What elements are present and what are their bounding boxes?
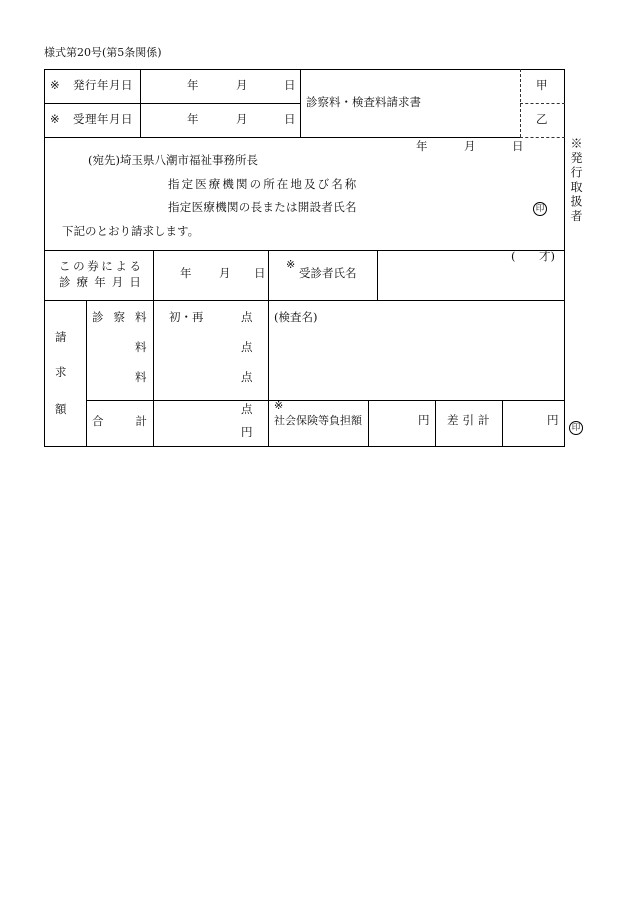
column-divider [377,250,378,300]
row-divider [44,250,565,251]
balance-label: 差引計 [447,413,494,427]
copy-box-a: 甲 [536,78,548,92]
request-date-month-unit: 月 [464,139,476,153]
patient-name-mark: ※ [286,258,296,271]
fee-row-label: 料 [135,340,147,354]
issue-date-mark: ※ [50,78,60,92]
points-unit: 点 [241,340,253,354]
issue-date-year-unit: 年 [187,78,199,92]
age-open: ( [511,249,516,263]
billing-label-char: 求 [55,365,67,379]
request-date-year-unit: 年 [416,139,428,153]
addressee: (宛先)埼玉県八潮市福祉事務所長 [88,153,258,167]
total-yen-unit: 円 [241,425,253,439]
receipt-date-month-unit: 月 [236,112,248,126]
issuer-seal-icon: 印 [569,421,583,435]
fee-row-label: 料 [135,370,147,384]
column-divider [300,69,301,137]
issue-date-day-unit: 日 [284,78,296,92]
balance-yen-unit: 円 [547,413,559,427]
first-revisit-label: 初・再 [169,310,204,324]
treatment-date-label-line2: 診療年月日 [59,275,147,289]
request-date-day-unit: 日 [512,139,524,153]
column-divider [435,400,436,447]
billing-label-char: 額 [55,402,67,416]
copy-box-divider [520,69,521,137]
copy-box-divider [520,137,565,138]
column-divider [140,69,141,137]
issuer-handler-label: ※発行取扱者 [569,137,583,224]
column-divider [86,300,87,447]
treatment-date-month-unit: 月 [219,266,231,280]
receipt-date-year-unit: 年 [187,112,199,126]
total-points-unit: 点 [241,402,253,416]
insurance-burden-label: 社会保険等負担額 [274,414,362,427]
column-divider [502,400,503,447]
insurance-mark: ※ [274,399,284,412]
institution-location-name-label: 指定医療機関の所在地及び名称 [168,177,359,191]
exam-name-label: (検査名) [274,310,318,324]
billing-label-char: 請 [55,330,67,344]
request-statement: 下記のとおり請求します。 [62,224,200,238]
points-unit: 点 [241,310,253,324]
institution-head-name-label: 指定医療機関の長または開設者氏名 [168,200,357,214]
patient-name-label: 受診者氏名 [299,266,357,280]
row-divider [44,103,300,104]
form-title: 診察料・検査料請求書 [306,95,421,109]
form-number: 様式第20号(第5条関係) [44,46,162,59]
age-unit: 才) [539,249,555,263]
issue-date-month-unit: 月 [236,78,248,92]
receipt-date-mark: ※ [50,112,60,126]
consultation-fee-label: 診察料 [92,310,157,324]
receipt-date-label: 受理年月日 [73,112,133,126]
column-divider [268,250,269,447]
institution-seal-icon: 印 [533,202,547,216]
column-divider [368,400,369,447]
insurance-yen-unit: 円 [418,413,430,427]
copy-box-b: 乙 [536,112,548,126]
points-unit: 点 [241,370,253,384]
treatment-date-year-unit: 年 [180,266,192,280]
total-label: 合計 [92,414,179,428]
row-divider [44,137,520,138]
copy-box-divider [520,103,565,104]
row-divider [86,400,565,401]
issue-date-label: 発行年月日 [73,78,133,92]
treatment-date-day-unit: 日 [254,266,266,280]
receipt-date-day-unit: 日 [284,112,296,126]
treatment-date-label-line1: この券による [59,259,144,273]
row-divider [44,300,565,301]
